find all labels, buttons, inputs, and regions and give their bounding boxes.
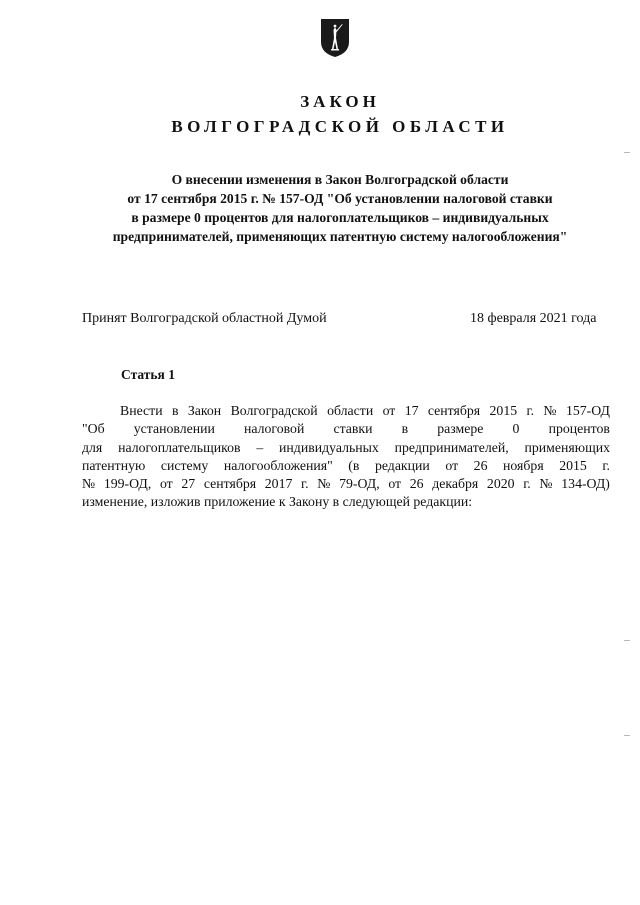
article-word: изменение, изложив приложение к Закону в следующей редакции:: [82, 494, 473, 510]
article-word: систему: [160, 457, 209, 473]
margin-mark: [624, 152, 630, 153]
adopted-by-text: Принят Волгоградской областной Думой: [82, 311, 327, 326]
article-word: 79-ОД,: [339, 476, 380, 492]
article-word: 26: [409, 476, 424, 492]
article-word: 2020: [486, 476, 515, 492]
article-word: 2015: [489, 403, 518, 418]
article-word: Закон: [187, 403, 222, 418]
article-word: налоговой: [244, 421, 305, 437]
article-word: г.: [523, 476, 531, 492]
article-word: от: [388, 476, 402, 492]
article-word: Внести: [120, 403, 163, 418]
article-word: установлении: [133, 421, 215, 437]
article-word: 17: [404, 403, 419, 418]
article-word: сентября: [427, 403, 481, 418]
article-word: №: [543, 403, 557, 418]
article-word: ставки: [333, 421, 373, 437]
article-word: г.: [301, 476, 309, 492]
article-word: редакции: [374, 457, 430, 473]
article-text-line: [82, 493, 610, 511]
article-text-line: [82, 439, 610, 457]
region-title: ВОЛГОГРАДСКОЙ ОБЛАСТИ: [171, 117, 509, 136]
article-word: налогообложения": [223, 457, 333, 473]
article-word: Волгоградской: [230, 403, 318, 418]
article-text-line: [82, 402, 610, 420]
article-word: от: [445, 457, 459, 473]
article-word: индивидуальных: [279, 439, 379, 455]
coat-of-arms-icon: [320, 18, 350, 58]
article-body: [82, 402, 610, 512]
subject-line: О внесении изменения в Закон Волгоградской области: [171, 172, 509, 187]
article-word: в: [401, 421, 409, 437]
article-word: декабря: [432, 476, 479, 492]
article-word: г.: [602, 457, 610, 473]
article-word: применяющих: [524, 439, 610, 455]
article-text-line: [82, 475, 610, 493]
adoption-date: 18 февраля 2021 года: [470, 311, 597, 326]
article-word: 0: [512, 421, 520, 437]
article-word: 134-ОД): [561, 476, 610, 492]
article-word: для: [82, 439, 103, 455]
article-word: –: [256, 439, 264, 455]
subject-line: от 17 сентября 2015 г. № 157-ОД "Об установлении налоговой ставки: [127, 191, 553, 206]
article-word: от: [159, 476, 173, 492]
article-word: ноября: [503, 457, 544, 473]
article-text-line: [82, 457, 610, 475]
subject-line: в размере 0 процентов для налогоплательщиков – индивидуальных: [131, 210, 549, 225]
article-word: процентов: [548, 421, 610, 437]
article-word: патентную: [82, 457, 146, 473]
article-word: 26: [473, 457, 488, 473]
article-word: №: [317, 476, 331, 492]
article-word: №: [539, 476, 553, 492]
article-word: "Об: [82, 421, 105, 437]
article-word: предпринимателей,: [394, 439, 509, 455]
article-word: 27: [181, 476, 196, 492]
article-word: размере: [437, 421, 484, 437]
article-word: сентября: [203, 476, 257, 492]
article-word: г.: [526, 403, 535, 418]
article-heading: Статья 1: [121, 367, 175, 382]
document-type-title: ЗАКОН: [300, 92, 380, 111]
article-word: 2015: [559, 457, 587, 473]
margin-mark: [624, 735, 630, 736]
article-word: №: [82, 476, 96, 492]
article-word: от: [382, 403, 396, 418]
article-word: 157-ОД: [565, 403, 610, 418]
article-word: 2017: [264, 476, 293, 492]
article-word: области: [327, 403, 374, 418]
article-word: в: [171, 403, 179, 418]
margin-mark: [624, 640, 630, 641]
article-word: (в: [348, 457, 360, 473]
article-text-line: [82, 420, 610, 438]
article-word: налогоплательщиков: [118, 439, 241, 455]
subject-line: предпринимателей, применяющих патентную систему налогообложения": [112, 229, 568, 244]
article-word: 199-ОД,: [103, 476, 152, 492]
law-subject: [60, 170, 620, 246]
